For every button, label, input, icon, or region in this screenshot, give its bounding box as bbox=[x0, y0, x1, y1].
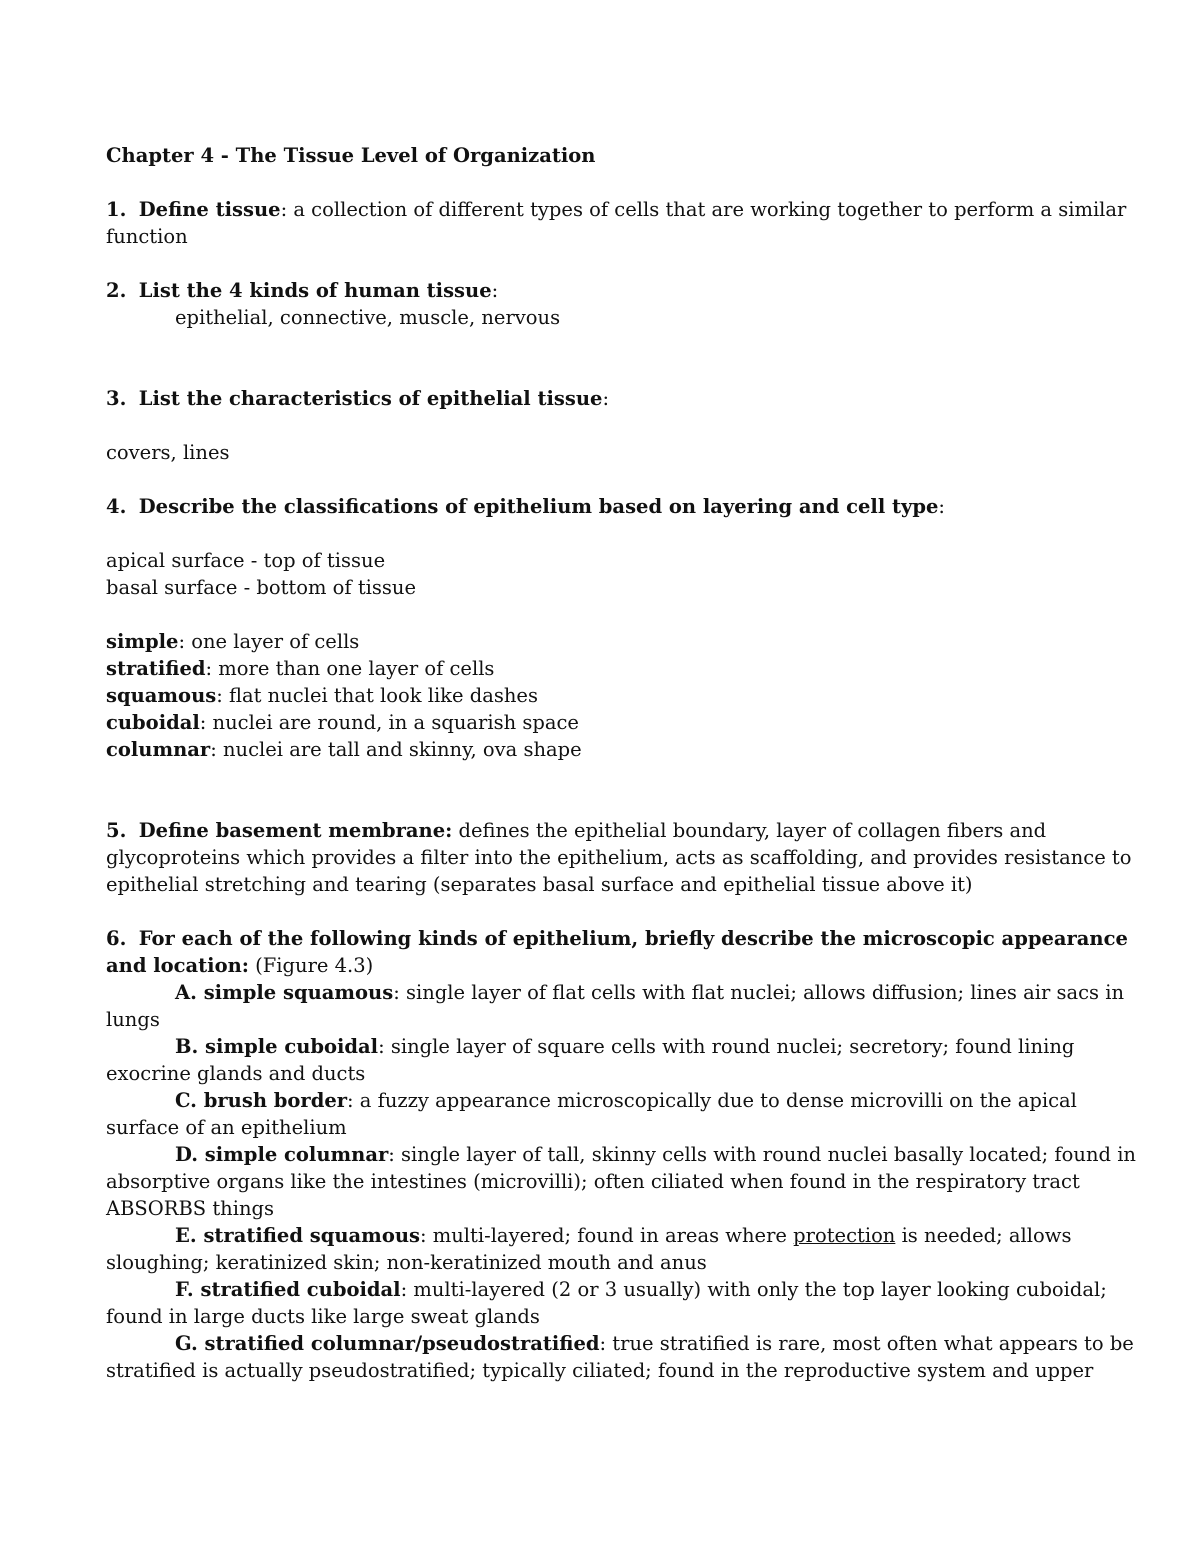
question-6-number: 6. bbox=[106, 927, 127, 950]
question-5 bbox=[106, 817, 1146, 898]
question-1-heading: Define tissue bbox=[138, 198, 281, 221]
question-5-heading: Define basement membrane: bbox=[138, 819, 453, 842]
underlined-word: protection bbox=[793, 1224, 896, 1247]
question-6 bbox=[106, 925, 1146, 979]
question-5-answer: defines the epithelial boundary, layer of collagen fibers and glycoproteins which provides a filter into the epithelium, acts as scaffolding, and provides resistance to epithelial stretching and tearing (separates basal surface and epithelial tissue above it) bbox=[106, 819, 1132, 896]
surface-line: basal surface - bottom of tissue bbox=[106, 576, 417, 599]
question-3-answer: covers, lines bbox=[106, 441, 230, 464]
epithelium-item: B. simple cuboidal: single layer of square cells with round nuclei; secretory; found lining exocrine glands and ducts bbox=[106, 1035, 1075, 1085]
question-4-number: 4. bbox=[106, 495, 127, 518]
epithelium-item: D. simple columnar: single layer of tall, skinny cells with round nuclei basally located; found in absorptive organs like the intestines (microvilli); often ciliated when found in the respiratory tract ABSORBS things bbox=[106, 1143, 1136, 1220]
question-2-heading: List the 4 kinds of human tissue bbox=[138, 279, 492, 302]
question-6-heading: For each of the following kinds of epithelium, briefly describe the microscopic appearance and location: bbox=[106, 927, 1128, 977]
question-5-number: 5. bbox=[106, 819, 127, 842]
epithelium-item: C. brush border: a fuzzy appearance microscopically due to dense microvilli on the apical surface of an epithelium bbox=[106, 1089, 1077, 1139]
term-definition: simple: one layer of cells bbox=[106, 630, 360, 653]
question-1-number: 1. bbox=[106, 198, 127, 221]
term-definition: squamous: flat nuclei that look like dashes bbox=[106, 684, 538, 707]
term-definition: columnar: nuclei are tall and skinny, ova shape bbox=[106, 738, 582, 761]
page-title: Chapter 4 - The Tissue Level of Organization bbox=[106, 144, 596, 167]
document-body bbox=[106, 142, 1146, 1384]
question-4-heading: Describe the classifications of epithelium based on layering and cell type bbox=[138, 495, 939, 518]
question-3: 3. List the characteristics of epithelial tissue: bbox=[106, 387, 610, 410]
question-2-answer: epithelial, connective, muscle, nervous bbox=[175, 306, 561, 329]
question-2: 2. List the 4 kinds of human tissue: bbox=[106, 279, 499, 302]
question-1-answer: : a collection of different types of cells that are working together to perform a similar function bbox=[106, 198, 1127, 248]
question-1 bbox=[106, 196, 1146, 250]
epithelium-item: A. simple squamous: single layer of flat cells with flat nuclei; allows diffusion; lines air sacs in lungs bbox=[106, 981, 1125, 1031]
question-3-heading: List the characteristics of epithelial tissue bbox=[138, 387, 603, 410]
epithelium-item: E. stratified squamous: multi-layered; found in areas where protection is needed; allows sloughing; keratinized skin; non-keratinized mouth and anus bbox=[106, 1224, 1072, 1274]
surface-line: apical surface - top of tissue bbox=[106, 549, 386, 572]
question-2-number: 2. bbox=[106, 279, 127, 302]
figure-reference: (Figure 4.3) bbox=[248, 954, 374, 977]
epithelium-item: F. stratified cuboidal: multi-layered (2 or 3 usually) with only the top layer looking cuboidal; found in large ducts like large sweat glands bbox=[106, 1278, 1107, 1328]
question-4: 4. Describe the classifications of epithelium based on layering and cell type: bbox=[106, 495, 945, 518]
epithelium-item: G. stratified columnar/pseudostratified: true stratified is rare, most often what appears to be stratified is actually pseudostratified; typically ciliated; found in the reproductive system and upper bbox=[106, 1332, 1134, 1382]
question-3-number: 3. bbox=[106, 387, 127, 410]
term-definition: stratified: more than one layer of cells bbox=[106, 657, 495, 680]
term-definition: cuboidal: nuclei are round, in a squarish space bbox=[106, 711, 579, 734]
